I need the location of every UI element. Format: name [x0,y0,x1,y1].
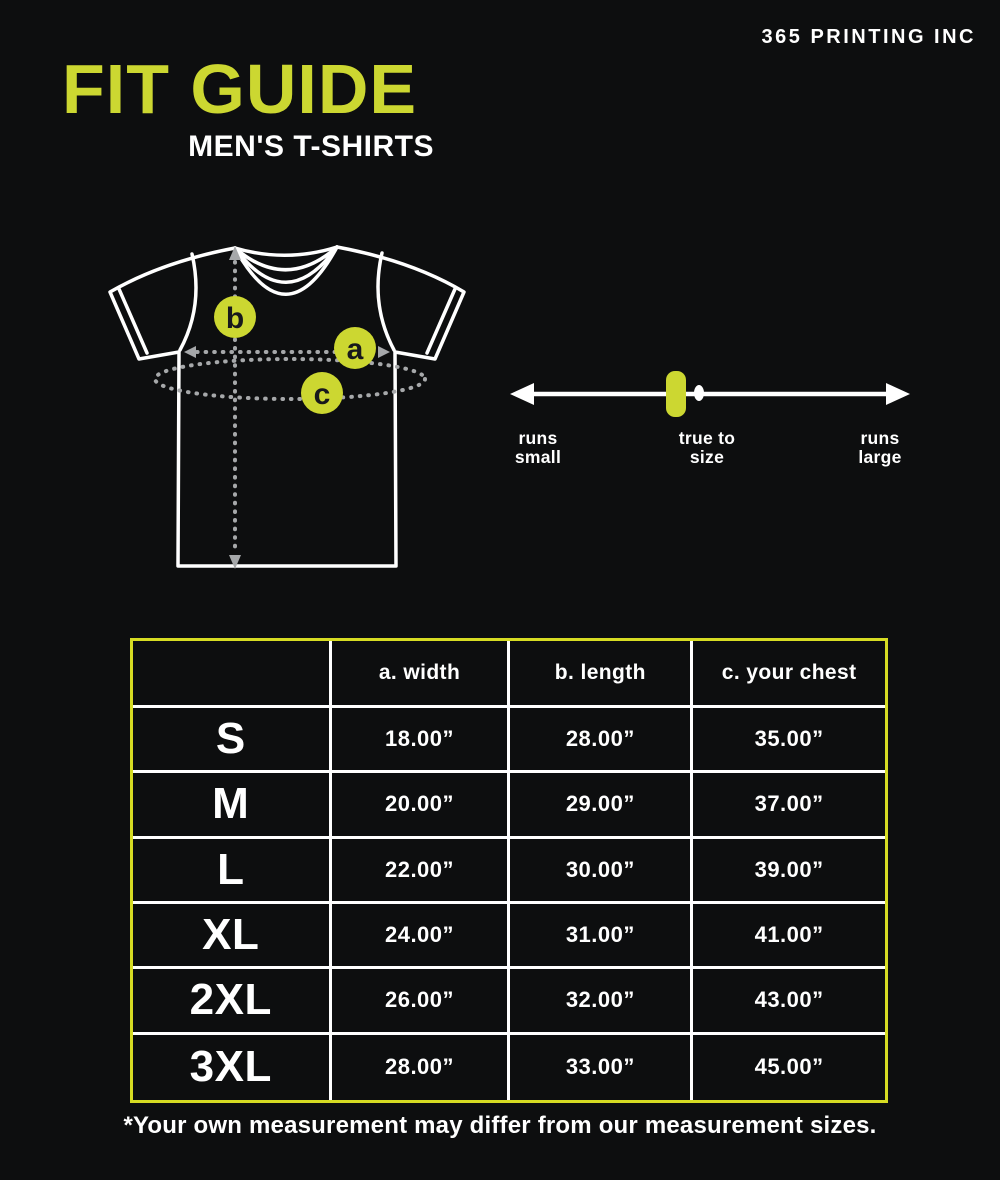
scale-label-runs-large: runs large [858,428,902,467]
scale-arrow-left-icon [510,383,534,405]
size-cell: S [133,708,332,773]
table-row [133,839,885,904]
chest-cell: 39.00” [693,839,885,904]
width-cell: 20.00” [332,773,511,838]
length-cell: 28.00” [510,708,693,773]
scale-label-true-to-size: true to size [678,428,736,467]
header-chest: c. your chest [693,641,885,708]
scale-label-runs-small: runs small [514,428,562,467]
tshirt-measurement-diagram [100,232,472,580]
header-length: b. length [510,641,693,708]
page-subtitle: MEN'S T-SHIRTS [188,130,434,163]
table-header-row [133,641,885,708]
size-cell: L [133,839,332,904]
fit-scale-slider [505,371,915,421]
fit-scale-axis [510,383,910,405]
size-cell: 3XL [133,1035,332,1100]
length-cell: 32.00” [510,969,693,1034]
measurement-disclaimer: *Your own measurement may differ from our measurement sizes. [123,1112,877,1139]
width-cell: 22.00” [332,839,511,904]
tshirt-outline-icon [110,247,464,566]
header-width: a. width [332,641,511,708]
chest-cell: 43.00” [693,969,885,1034]
header-empty [133,641,332,708]
arrow-left-icon [184,346,196,358]
page-title: FIT GUIDE [62,50,418,128]
length-cell: 31.00” [510,904,693,969]
title-block [62,50,434,164]
table-row [133,904,885,969]
width-cell: 28.00” [332,1035,511,1100]
chest-measure-ellipse [155,359,425,399]
arrow-right-icon [378,346,390,358]
width-cell: 26.00” [332,969,511,1034]
chest-cell: 35.00” [693,708,885,773]
marker-a-label: a [346,333,364,366]
chest-cell: 41.00” [693,904,885,969]
size-cell: M [133,773,332,838]
table-row [133,708,885,773]
size-cell: XL [133,904,332,969]
table-row [133,1035,885,1100]
length-cell: 33.00” [510,1035,693,1100]
chest-cell: 45.00” [693,1035,885,1100]
marker-b-label: b [225,302,245,335]
length-cell: 30.00” [510,839,693,904]
width-cell: 24.00” [332,904,511,969]
size-chart-table [130,638,888,1103]
chest-cell: 37.00” [693,773,885,838]
size-cell: 2XL [133,969,332,1034]
fit-indicator-dot [694,385,704,401]
marker-c-label: c [313,378,331,411]
table-row [133,773,885,838]
width-cell: 18.00” [332,708,511,773]
length-cell: 29.00” [510,773,693,838]
brand-name: 365 PRINTING INC [761,26,976,48]
fit-indicator-pill [666,371,686,417]
scale-arrow-right-icon [886,383,910,405]
table-row [133,969,885,1034]
